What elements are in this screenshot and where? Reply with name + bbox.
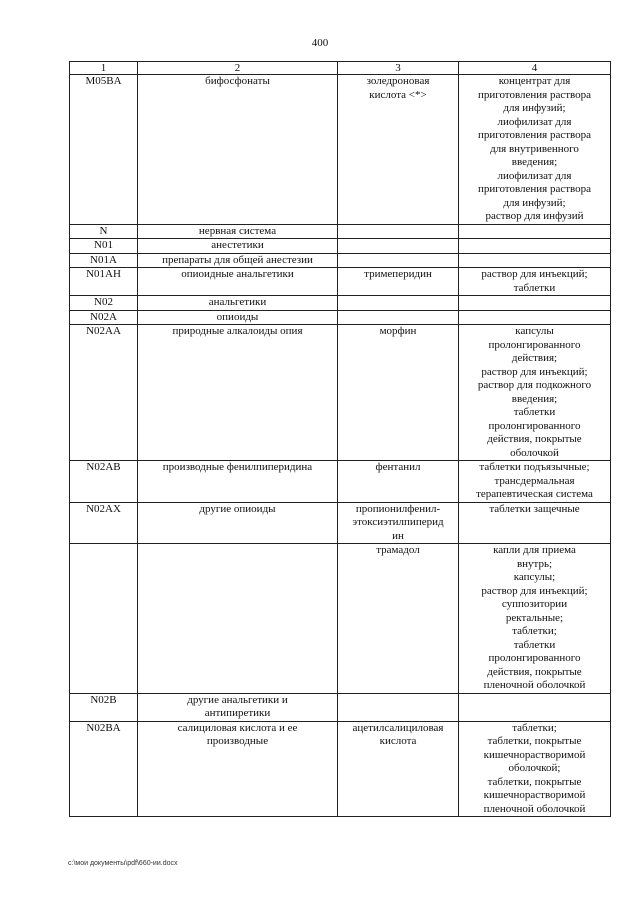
group-name-cell: анестетики	[138, 239, 338, 254]
atc-code-cell: N01AH	[70, 268, 138, 296]
column-header: 2	[138, 62, 338, 75]
dosage-form-cell	[459, 224, 611, 239]
dosage-form-cell	[459, 253, 611, 268]
drug-table	[69, 61, 611, 817]
table-row	[70, 325, 611, 461]
dosage-form-cell: таблетки защечные	[459, 502, 611, 544]
footer-file-path: c:\мои документы\pdf\660-ии.docx	[68, 860, 178, 867]
drug-name-cell	[338, 239, 459, 254]
column-header: 3	[338, 62, 459, 75]
atc-code-cell: N02AB	[70, 461, 138, 503]
dosage-form-cell: капли для приема внутрь; капсулы; раствор для инъекций; суппозитории ректальные; таблетки; таблетки пролонгированного действия, покрытые пленочной оболочкой	[459, 544, 611, 694]
dosage-form-cell	[459, 693, 611, 721]
drug-name-cell: морфин	[338, 325, 459, 461]
table-row	[70, 224, 611, 239]
dosage-form-cell: раствор для инъекций; таблетки	[459, 268, 611, 296]
drug-name-cell	[338, 296, 459, 311]
table-header-row	[70, 62, 611, 75]
atc-code-cell: N01A	[70, 253, 138, 268]
table-row	[70, 296, 611, 311]
dosage-form-cell	[459, 239, 611, 254]
group-name-cell: производные фенилпиперидина	[138, 461, 338, 503]
group-name-cell: бифосфонаты	[138, 75, 338, 225]
dosage-form-cell: таблетки подъязычные; трансдермальная терапевтическая система	[459, 461, 611, 503]
group-name-cell: другие анальгетики и антипиретики	[138, 693, 338, 721]
table-row	[70, 75, 611, 225]
atc-code-cell: M05BA	[70, 75, 138, 225]
atc-code-cell: N02BA	[70, 721, 138, 817]
column-header: 4	[459, 62, 611, 75]
atc-code-cell: N01	[70, 239, 138, 254]
atc-code-cell: N02AA	[70, 325, 138, 461]
drug-name-cell: фентанил	[338, 461, 459, 503]
drug-name-cell: трамадол	[338, 544, 459, 694]
group-name-cell: опиоидные анальгетики	[138, 268, 338, 296]
drug-name-cell: ацетилсалициловая кислота	[338, 721, 459, 817]
group-name-cell: анальгетики	[138, 296, 338, 311]
table-row	[70, 693, 611, 721]
group-name-cell: нервная система	[138, 224, 338, 239]
column-header: 1	[70, 62, 138, 75]
group-name-cell: препараты для общей анестезии	[138, 253, 338, 268]
group-name-cell: опиоиды	[138, 310, 338, 325]
atc-code-cell: N02A	[70, 310, 138, 325]
table-row	[70, 502, 611, 544]
drug-name-cell: тримеперидин	[338, 268, 459, 296]
atc-code-cell	[70, 544, 138, 694]
table-row	[70, 544, 611, 694]
dosage-form-cell: концентрат для приготовления раствора для инфузий; лиофилизат для приготовления раствора для внутривенного введения; лиофилизат для приготовления раствора для инфузий; раствор для инфузий	[459, 75, 611, 225]
atc-code-cell: N02AX	[70, 502, 138, 544]
page-number: 400	[311, 37, 329, 49]
dosage-form-cell	[459, 310, 611, 325]
table-row	[70, 721, 611, 817]
table-row	[70, 461, 611, 503]
drug-name-cell	[338, 253, 459, 268]
dosage-form-cell	[459, 296, 611, 311]
table-row	[70, 268, 611, 296]
group-name-cell	[138, 544, 338, 694]
table-row	[70, 310, 611, 325]
drug-name-cell: пропионилфенил- этоксиэтилпиперид ин	[338, 502, 459, 544]
drug-name-cell	[338, 310, 459, 325]
drug-name-cell: золедроновая кислота <*>	[338, 75, 459, 225]
atc-code-cell: N02	[70, 296, 138, 311]
group-name-cell: природные алкалоиды опия	[138, 325, 338, 461]
atc-code-cell: N	[70, 224, 138, 239]
dosage-form-cell: капсулы пролонгированного действия; раствор для инъекций; раствор для подкожного введения; таблетки пролонгированного действия, покрытые оболочкой	[459, 325, 611, 461]
group-name-cell: другие опиоиды	[138, 502, 338, 544]
drug-name-cell	[338, 693, 459, 721]
atc-code-cell: N02B	[70, 693, 138, 721]
dosage-form-cell: таблетки; таблетки, покрытые кишечнорастворимой оболочкой; таблетки, покрытые кишечнорастворимой пленочной оболочкой	[459, 721, 611, 817]
table-row	[70, 253, 611, 268]
drug-name-cell	[338, 224, 459, 239]
table-row	[70, 239, 611, 254]
group-name-cell: салициловая кислота и ее производные	[138, 721, 338, 817]
